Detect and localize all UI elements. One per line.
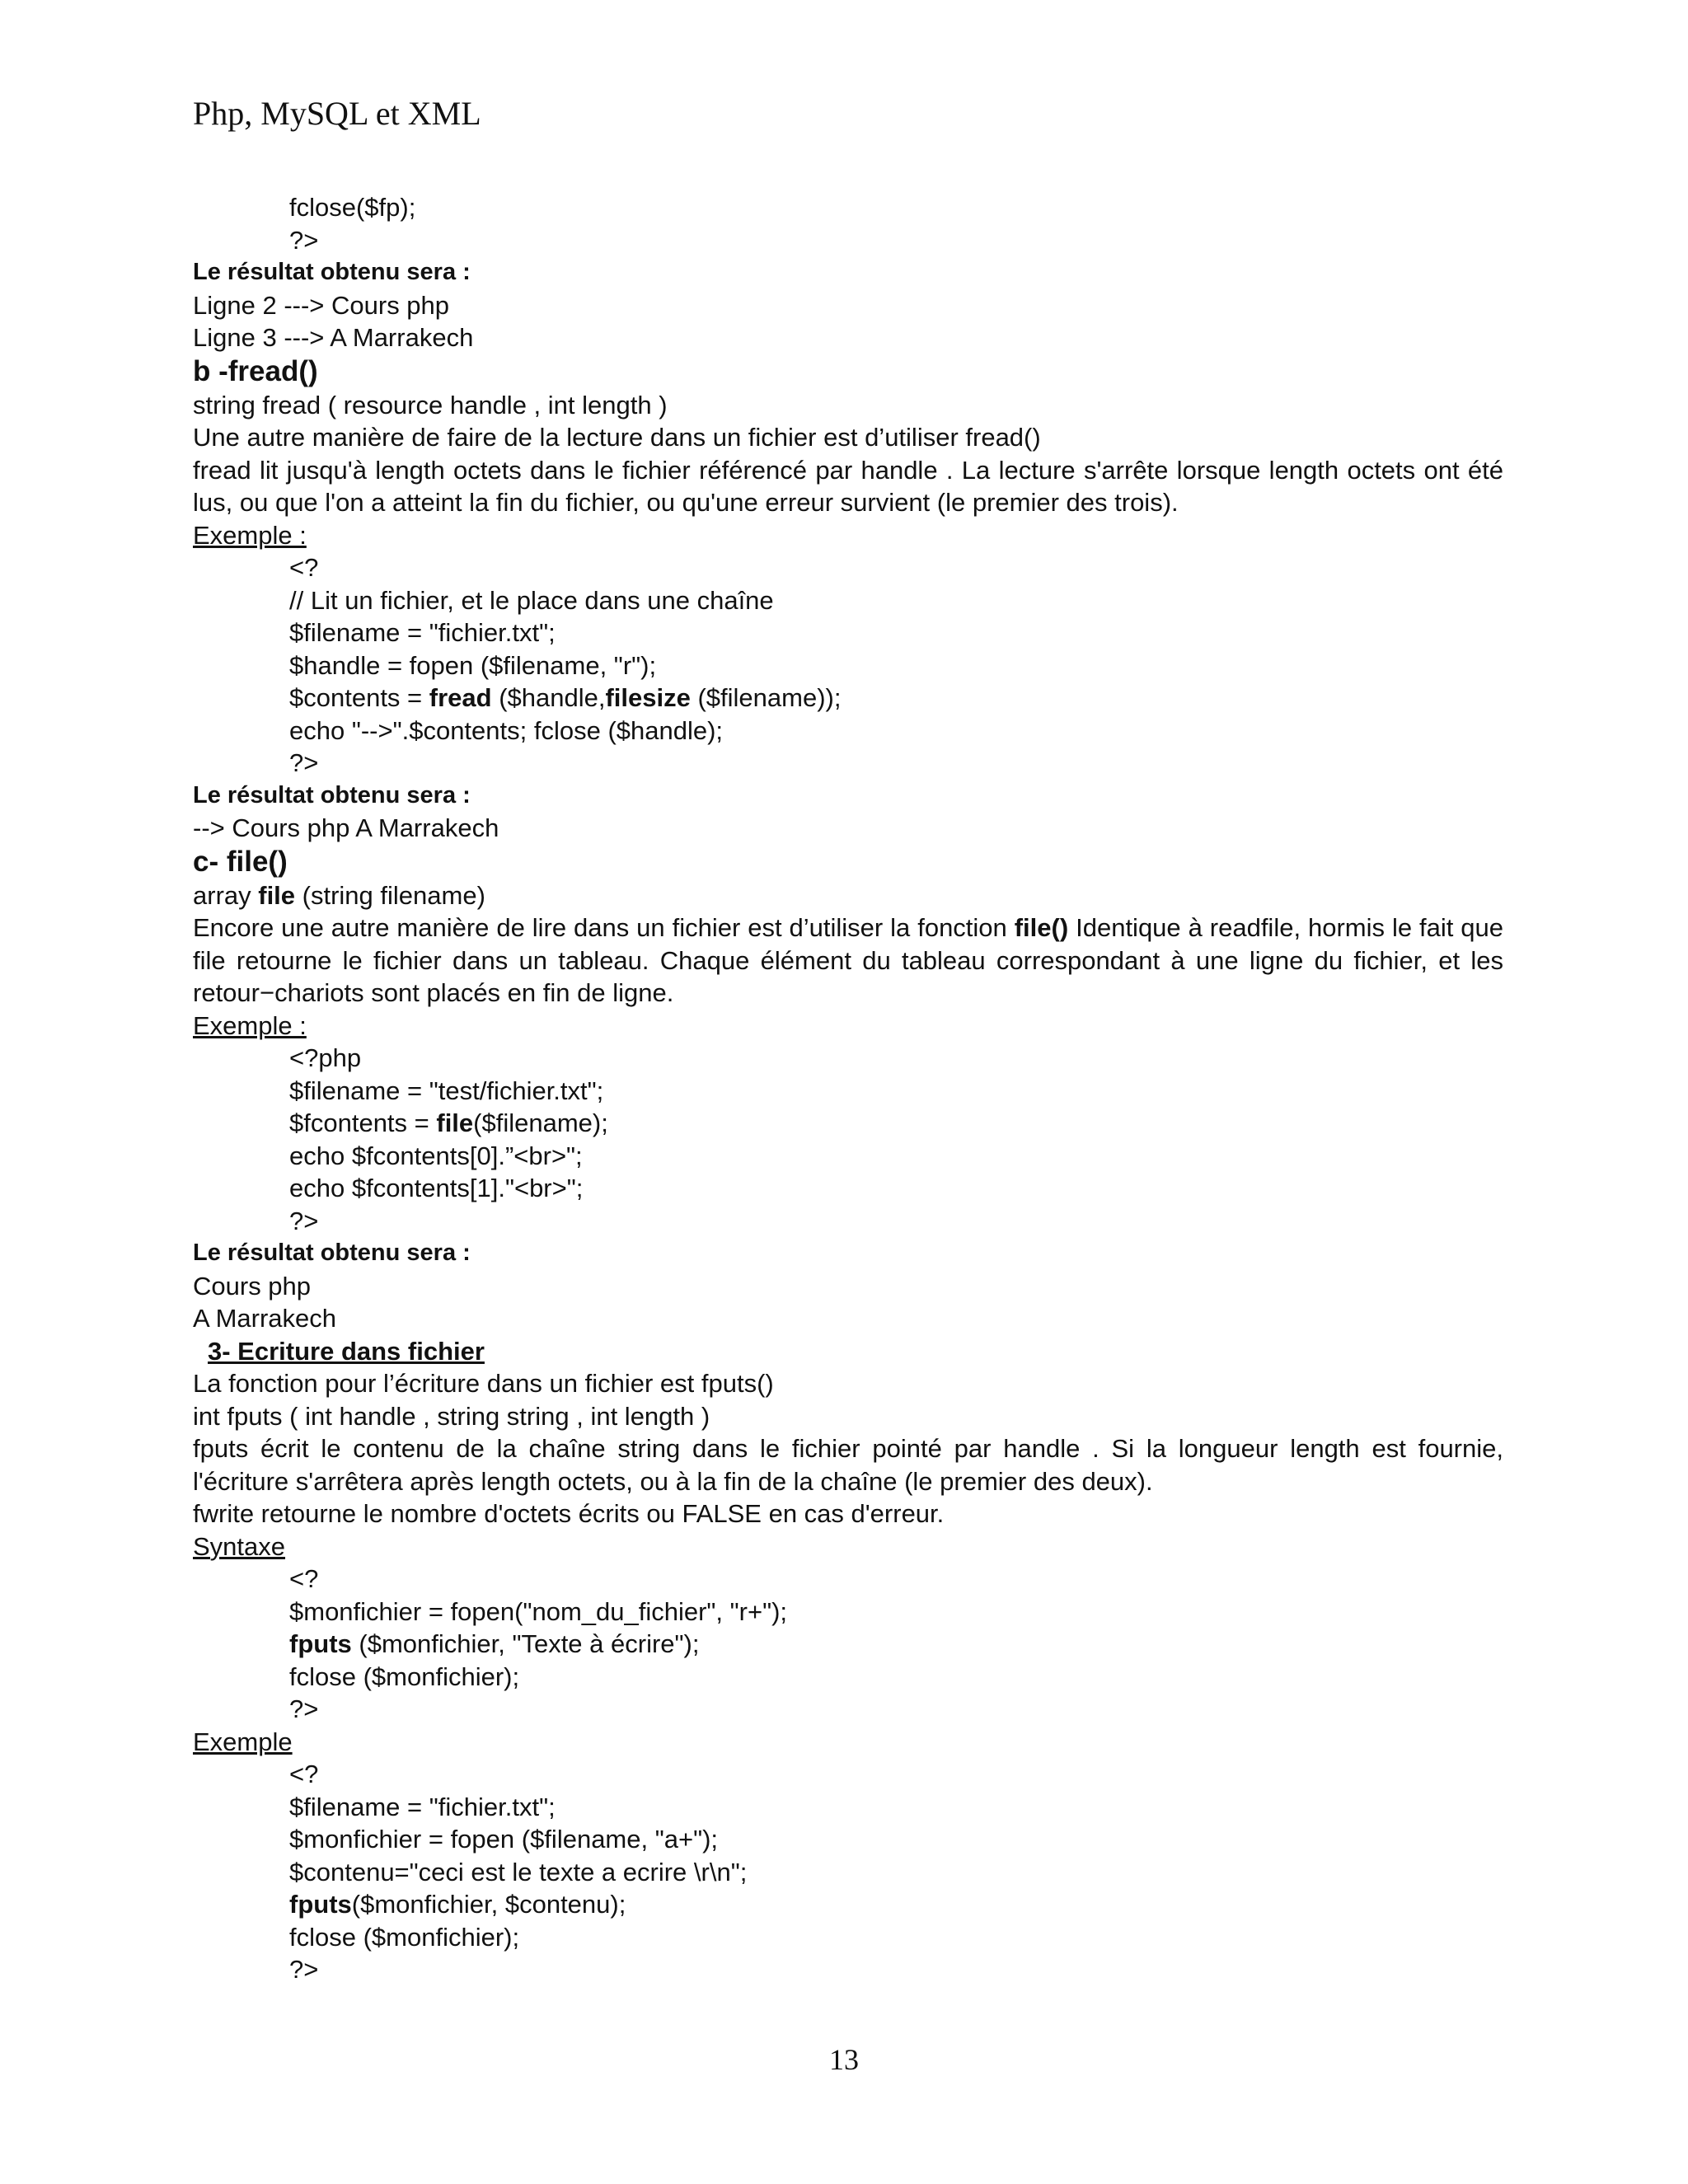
ecriture-description: La fonction pour l’écriture dans un fichier est fputs() xyxy=(193,1369,774,1398)
section-heading-fread: b -fread() xyxy=(193,354,318,387)
example-label: Exemple : xyxy=(193,520,307,550)
code-line: $contents = fread ($handle,filesize ($filename)); xyxy=(289,683,842,712)
code-line: echo "-->".$contents; fclose ($handle); xyxy=(289,715,724,745)
code-line: // Lit un fichier, et le place dans une chaîne xyxy=(289,585,774,615)
code-line: <? xyxy=(289,553,319,582)
fread-description: Une autre manière de faire de la lecture dans un fichier est d’utiliser fread() xyxy=(193,423,1041,452)
code-line: $filename = "test/fichier.txt"; xyxy=(289,1076,604,1105)
result-label: Le résultat obtenu sera : xyxy=(193,259,471,285)
code-line: <? xyxy=(289,1564,319,1593)
code-line: fputs ($monfichier, "Texte à écrire"); xyxy=(289,1629,700,1658)
code-line: echo $fcontents[1]."<br>"; xyxy=(289,1174,584,1202)
code-line: fclose ($monfichier); xyxy=(289,1661,520,1691)
result-label: Le résultat obtenu sera : xyxy=(193,781,471,808)
code-line: <?php xyxy=(289,1043,362,1072)
result-line: Cours php xyxy=(193,1271,312,1301)
fread-description: fread lit jusqu'à length octets dans le fichier référencé par handle . La lecture s'arrête lorsque length octets ont été lus, ou que l'on a atteint la fin du fichier, ou qu'une erreur survient (le premier des trois). xyxy=(193,455,1503,517)
example-label: Exemple xyxy=(193,1727,293,1756)
file-description: Encore une autre manière de lire dans un fichier est d’utiliser la fonction file() Identique à readfile, hormis le fait que file retourne le fichier dans un tableau. Chaque élément du tableau correspondant à une ligne du fichier, et les retour−chariots sont placés en fin de ligne. xyxy=(193,913,1504,1007)
code-line: $monfichier = fopen ($filename, "a+"); xyxy=(289,1825,719,1854)
code-line: echo $fcontents[0].”<br>"; xyxy=(289,1141,583,1170)
code-line: ?> xyxy=(289,1694,319,1723)
ecriture-description: fputs écrit le contenu de la chaîne string dans le fichier pointé par handle . Si la longueur length est fournie, l'écriture s'arrêtera après length octets, ou à la fin de la chaîne (le premier des deux). xyxy=(193,1434,1503,1496)
section-heading-file: c- file() xyxy=(193,845,288,878)
code-line: $contenu="ceci est le texte a ecrire \r\n"; xyxy=(289,1857,748,1886)
code-line: fputs($monfichier, $contenu); xyxy=(289,1890,626,1919)
section-heading-ecriture: 3- Ecriture dans fichier xyxy=(208,1336,485,1366)
fread-signature: string fread ( resource handle , int length ) xyxy=(193,390,668,419)
page-number: 13 xyxy=(829,2043,859,2076)
code-line: $monfichier = fopen("nom_du_fichier", "r+"); xyxy=(289,1596,788,1626)
code-line: ?> xyxy=(289,1955,319,1984)
code-line: $handle = fopen ($filename, "r"); xyxy=(289,650,657,680)
code-line: ?> xyxy=(289,748,319,777)
syntax-label: Syntaxe xyxy=(193,1531,286,1561)
result-label: Le résultat obtenu sera : xyxy=(193,1240,471,1266)
code-line: fclose($fp); xyxy=(289,193,416,222)
code-line: fclose ($monfichier); xyxy=(289,1922,520,1952)
page-header: Php, MySQL et XML xyxy=(193,95,481,132)
code-line: $filename = "fichier.txt"; xyxy=(289,618,556,647)
code-line: $filename = "fichier.txt"; xyxy=(289,1792,556,1821)
code-line: <? xyxy=(289,1760,319,1788)
code-line: ?> xyxy=(289,1206,319,1235)
code-line: ?> xyxy=(289,225,319,255)
result-line: --> Cours php A Marrakech xyxy=(193,813,499,842)
code-line: $fcontents = file($filename); xyxy=(289,1108,608,1137)
ecriture-description: fwrite retourne le nombre d'octets écrits ou FALSE en cas d'erreur. xyxy=(193,1499,945,1528)
result-line: A Marrakech xyxy=(193,1304,337,1333)
page-content xyxy=(193,191,1503,1986)
fputs-signature: int fputs ( int handle , string string , int length ) xyxy=(193,1401,710,1431)
result-line: Ligne 2 ---> Cours php xyxy=(193,290,450,320)
result-line: Ligne 3 ---> A Marrakech xyxy=(193,323,474,352)
example-label: Exemple : xyxy=(193,1010,307,1040)
file-signature: array file (string filename) xyxy=(193,880,485,910)
